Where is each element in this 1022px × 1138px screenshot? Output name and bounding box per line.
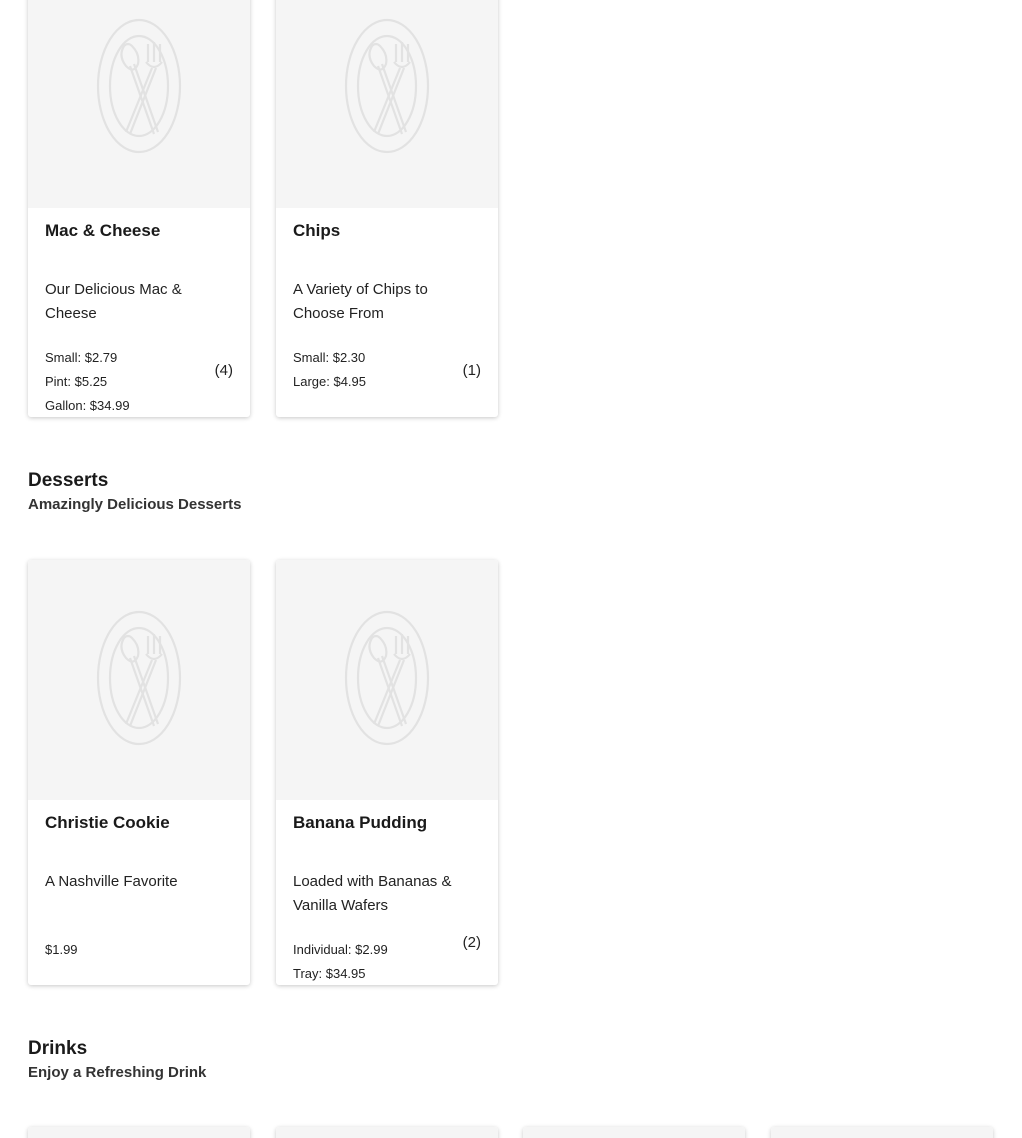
item-name: Chips xyxy=(293,221,341,240)
menu-item-card[interactable] xyxy=(28,560,250,985)
item-image-placeholder xyxy=(276,560,498,800)
item-count: (2) xyxy=(462,934,481,951)
price-line: Small: $2.30 xyxy=(293,350,366,365)
menu-item-card[interactable] xyxy=(276,0,498,417)
menu-item-card[interactable] xyxy=(28,0,250,417)
section-title-drinks: Drinks xyxy=(28,1038,88,1059)
item-description: A Variety of Chips to Choose From xyxy=(293,281,428,322)
section-subtitle-drinks: Enjoy a Refreshing Drink xyxy=(28,1064,207,1081)
plate-fork-spoon-icon xyxy=(344,610,430,751)
item-image-placeholder xyxy=(276,0,498,208)
menu-item-card[interactable] xyxy=(523,1127,745,1138)
price-line: Tray: $34.95 xyxy=(293,966,366,981)
menu-item-card[interactable] xyxy=(276,1127,498,1138)
price-line: Small: $2.79 xyxy=(45,350,118,365)
item-image-placeholder xyxy=(28,1127,250,1138)
section-title-desserts: Desserts xyxy=(28,470,109,491)
item-image-placeholder xyxy=(28,560,250,800)
plate-fork-spoon-icon xyxy=(344,18,430,159)
price-line: Individual: $2.99 xyxy=(293,942,388,957)
section-subtitle-desserts: Amazingly Delicious Desserts xyxy=(28,496,242,513)
price-line: Gallon: $34.99 xyxy=(45,398,130,413)
item-name: Christie Cookie xyxy=(45,813,170,832)
item-count: (1) xyxy=(462,362,481,379)
price-line: $1.99 xyxy=(45,942,78,957)
menu-item-card[interactable] xyxy=(276,560,498,985)
item-prices xyxy=(45,346,233,417)
item-name: Banana Pudding xyxy=(293,813,428,832)
price-line: Large: $4.95 xyxy=(293,374,367,389)
item-image-placeholder xyxy=(523,1127,745,1138)
menu-item-card[interactable] xyxy=(28,1127,250,1138)
item-image-placeholder xyxy=(28,0,250,208)
menu-item-card[interactable] xyxy=(771,1127,993,1138)
price-line: Pint: $5.25 xyxy=(45,374,108,389)
item-name: Mac & Cheese xyxy=(45,221,161,240)
item-description: Our Delicious Mac & Cheese xyxy=(45,281,182,322)
item-prices xyxy=(45,938,233,962)
item-image-placeholder xyxy=(771,1127,993,1138)
item-prices xyxy=(293,346,481,394)
item-description: Loaded with Bananas & Vanilla Wafers xyxy=(293,873,452,914)
item-image-placeholder xyxy=(276,1127,498,1138)
item-count: (4) xyxy=(214,362,233,379)
item-prices xyxy=(293,938,481,985)
item-description: A Nashville Favorite xyxy=(45,873,178,890)
plate-fork-spoon-icon xyxy=(96,18,182,159)
plate-fork-spoon-icon xyxy=(96,610,182,751)
